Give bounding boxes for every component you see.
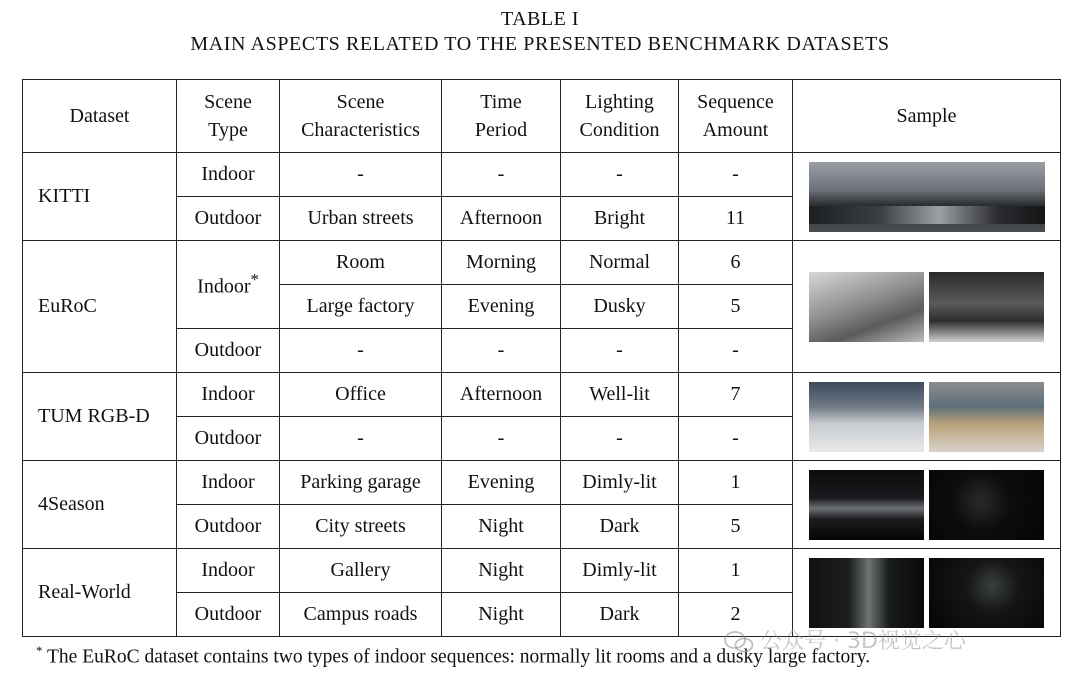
scene-type-cell: Indoor — [177, 153, 280, 197]
scene-characteristics-cell: - — [280, 329, 442, 373]
scene-type-cell: Indoor — [177, 373, 280, 417]
table-row — [23, 153, 1061, 197]
benchmark-table — [22, 79, 1061, 637]
scene-type-cell: Indoor — [177, 549, 280, 593]
lighting-condition-cell: Dimly-lit — [561, 549, 679, 593]
dataset-name: TUM RGB-D — [23, 373, 177, 461]
time-period-cell: - — [442, 329, 561, 373]
scene-characteristics-cell: Parking garage — [280, 461, 442, 505]
table-title: MAIN ASPECTS RELATED TO THE PRESENTED BENCHMARK DATASETS — [190, 33, 890, 55]
sequence-amount-cell: 7 — [679, 373, 793, 417]
header-scene-characteristics: Scene Characteristics — [280, 80, 442, 153]
scene-type-cell: Outdoor — [177, 505, 280, 549]
time-period-cell: Evening — [442, 461, 561, 505]
sample-cell — [793, 373, 1061, 461]
scene-characteristics-cell: Campus roads — [280, 593, 442, 637]
lighting-condition-cell: Well-lit — [561, 373, 679, 417]
sequence-amount-cell: 5 — [679, 505, 793, 549]
time-period-cell: - — [442, 417, 561, 461]
table-row — [23, 461, 1061, 505]
sample-cell — [793, 153, 1061, 241]
realworld-sample-image-1 — [809, 558, 924, 628]
kitti-sample-image — [809, 162, 1045, 232]
lighting-condition-cell: - — [561, 417, 679, 461]
dataset-name: EuRoC — [23, 241, 177, 373]
header-scene-type: Scene Type — [177, 80, 280, 153]
scene-characteristics-cell: Gallery — [280, 549, 442, 593]
sequence-amount-cell: 1 — [679, 461, 793, 505]
header-row — [23, 80, 1061, 153]
time-period-cell: Afternoon — [442, 197, 561, 241]
footnote-text: The EuRoC dataset contains two types of indoor sequences: normally lit rooms and a dusky large factory. — [42, 646, 871, 668]
sequence-amount-cell: 2 — [679, 593, 793, 637]
scene-characteristics-cell: City streets — [280, 505, 442, 549]
scene-type-cell: Outdoor — [177, 417, 280, 461]
sequence-amount-cell: - — [679, 417, 793, 461]
time-period-cell: - — [442, 153, 561, 197]
lighting-condition-cell: Dusky — [561, 285, 679, 329]
lighting-condition-cell: Normal — [561, 241, 679, 285]
time-period-cell: Night — [442, 505, 561, 549]
sequence-amount-cell: 11 — [679, 197, 793, 241]
wechat-icon — [724, 631, 754, 653]
lighting-condition-cell: - — [561, 329, 679, 373]
scene-characteristics-cell: Urban streets — [280, 197, 442, 241]
sequence-amount-cell: 6 — [679, 241, 793, 285]
header-dataset: Dataset — [23, 80, 177, 153]
scene-characteristics-cell: - — [280, 417, 442, 461]
tum-sample-image-1 — [809, 382, 924, 452]
euroc-sample-image-1 — [809, 272, 924, 342]
sample-cell — [793, 241, 1061, 373]
scene-characteristics-cell: Room — [280, 241, 442, 285]
table-number: TABLE I — [501, 8, 579, 30]
lighting-condition-cell: - — [561, 153, 679, 197]
table-row — [23, 549, 1061, 593]
dataset-name: KITTI — [23, 153, 177, 241]
header-sample: Sample — [793, 80, 1061, 153]
4season-sample-image-1 — [809, 470, 924, 540]
header-time-period: Time Period — [442, 80, 561, 153]
header-lighting-condition: Lighting Condition — [561, 80, 679, 153]
time-period-cell: Night — [442, 593, 561, 637]
table-row — [23, 373, 1061, 417]
scene-characteristics-cell: - — [280, 153, 442, 197]
tum-sample-image-2 — [929, 382, 1044, 452]
scene-characteristics-cell: Large factory — [280, 285, 442, 329]
watermark — [724, 624, 966, 655]
scene-type-cell: Outdoor — [177, 329, 280, 373]
dataset-name: Real-World — [23, 549, 177, 637]
scene-type-cell: Indoor — [177, 461, 280, 505]
scene-type-cell: Outdoor — [177, 593, 280, 637]
scene-type-cell: Indoor* — [177, 241, 280, 329]
table-row — [23, 241, 1061, 285]
footnote-marker: * — [250, 270, 259, 290]
lighting-condition-cell: Dark — [561, 593, 679, 637]
scene-type-cell: Outdoor — [177, 197, 280, 241]
euroc-sample-image-2 — [929, 272, 1044, 342]
dataset-name: 4Season — [23, 461, 177, 549]
sample-cell — [793, 461, 1061, 549]
realworld-sample-image-2 — [929, 558, 1044, 628]
time-period-cell: Night — [442, 549, 561, 593]
sequence-amount-cell: - — [679, 153, 793, 197]
lighting-condition-cell: Bright — [561, 197, 679, 241]
time-period-cell: Evening — [442, 285, 561, 329]
time-period-cell: Morning — [442, 241, 561, 285]
sequence-amount-cell: 1 — [679, 549, 793, 593]
footnote-marker: * — [36, 643, 43, 658]
time-period-cell: Afternoon — [442, 373, 561, 417]
lighting-condition-cell: Dimly-lit — [561, 461, 679, 505]
lighting-condition-cell: Dark — [561, 505, 679, 549]
4season-sample-image-2 — [929, 470, 1044, 540]
watermark-text: 公众号 · 3D视觉之心 — [760, 629, 966, 654]
sequence-amount-cell: 5 — [679, 285, 793, 329]
header-sequence-amount: Sequence Amount — [679, 80, 793, 153]
sequence-amount-cell: - — [679, 329, 793, 373]
scene-characteristics-cell: Office — [280, 373, 442, 417]
